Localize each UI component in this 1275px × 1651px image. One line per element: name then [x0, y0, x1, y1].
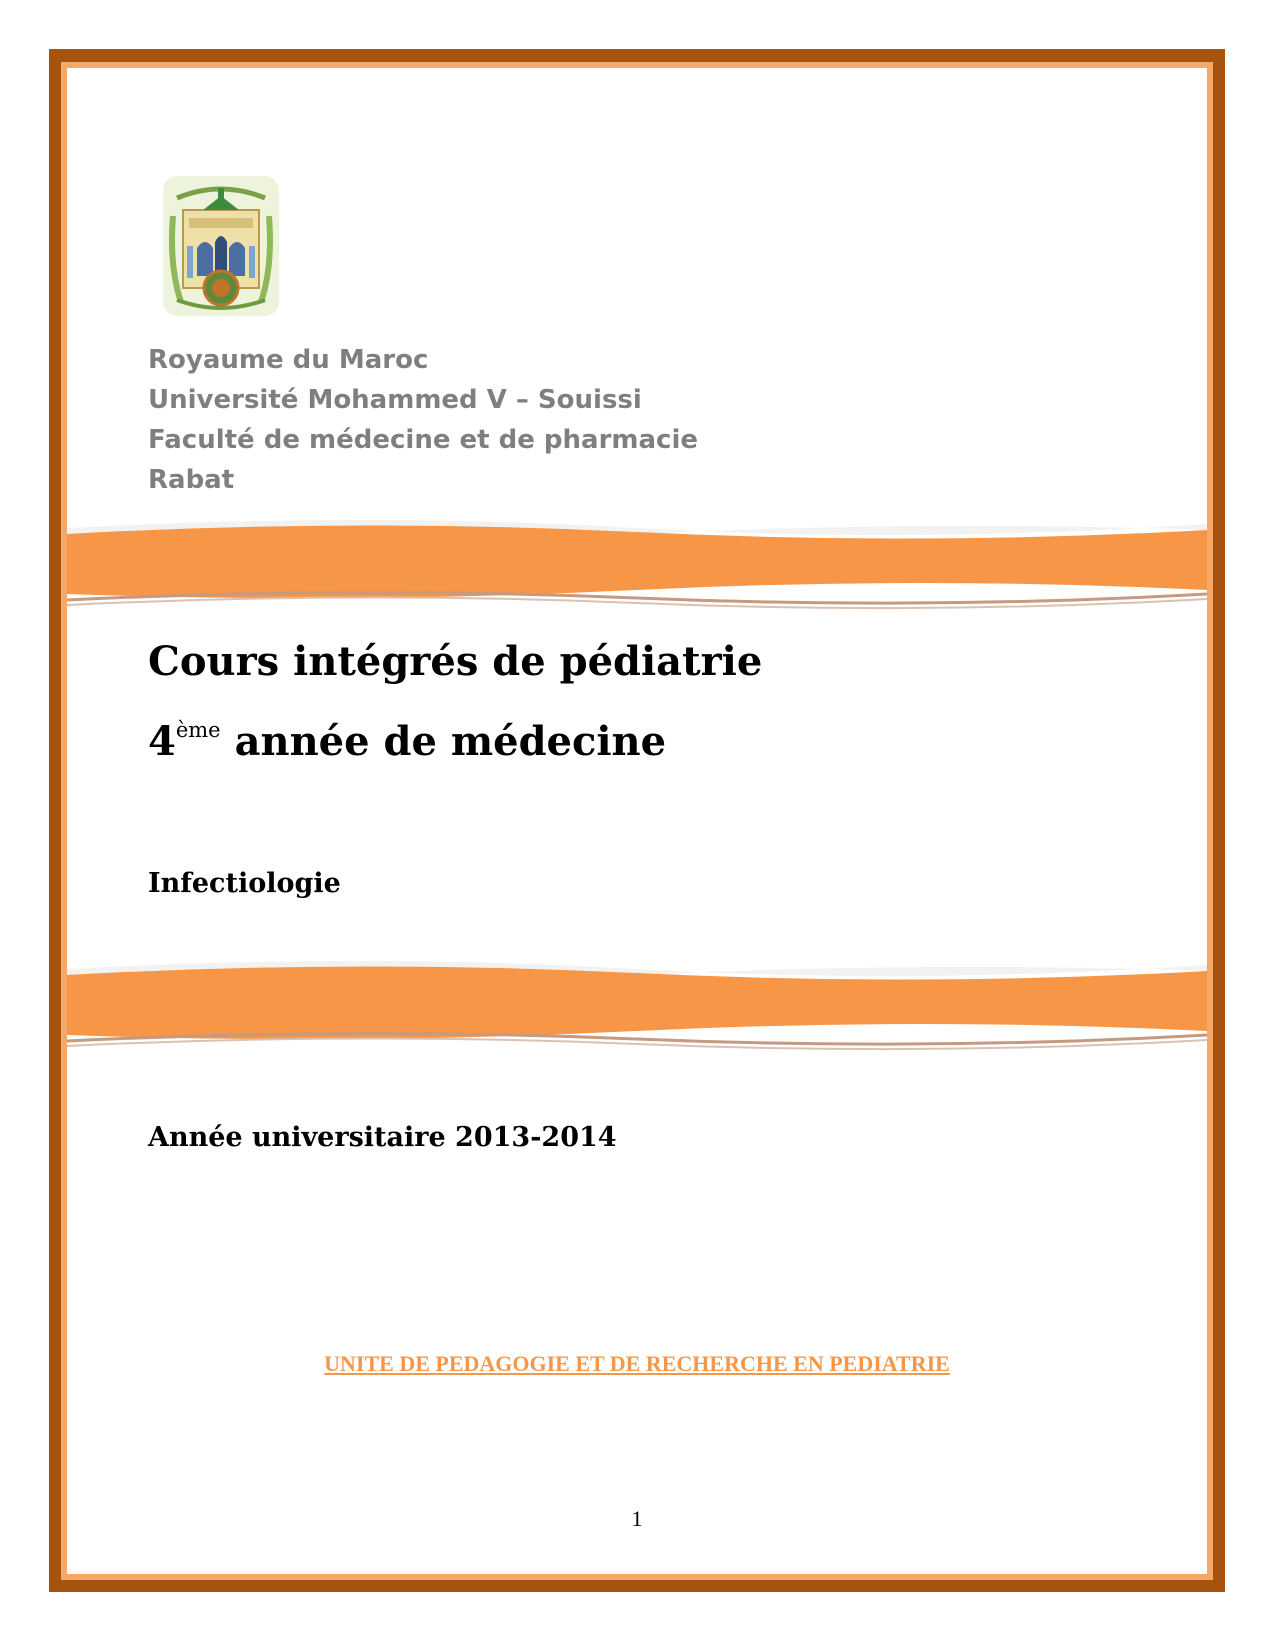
institution-university: Université Mohammed V – Souissi	[148, 385, 642, 415]
course-title: Cours intégrés de pédiatrie	[148, 638, 763, 685]
cover-page	[67, 68, 1207, 1574]
course-year-heading	[148, 718, 666, 765]
institution-block	[148, 340, 698, 500]
page-number: 1	[631, 1506, 643, 1531]
decorative-wave-band-top	[67, 520, 1207, 612]
academic-year: Année universitaire 2013-2014	[148, 1122, 617, 1153]
course-module: Infectiologie	[148, 868, 341, 899]
department-unit-link[interactable]: UNITE DE PEDAGOGIE ET DE RECHERCHE EN PEDIATRIE	[324, 1351, 950, 1376]
course-year-text: année de médecine	[234, 718, 667, 765]
institution-faculty: Faculté de médecine et de pharmacie	[148, 425, 699, 455]
institution-country: Royaume du Maroc	[148, 345, 429, 375]
decorative-wave-band-bottom	[67, 961, 1207, 1053]
course-year-number: 4	[148, 718, 176, 765]
course-year-suffix: ème	[175, 718, 221, 742]
university-emblem-icon	[163, 176, 279, 316]
institution-city: Rabat	[148, 465, 235, 495]
